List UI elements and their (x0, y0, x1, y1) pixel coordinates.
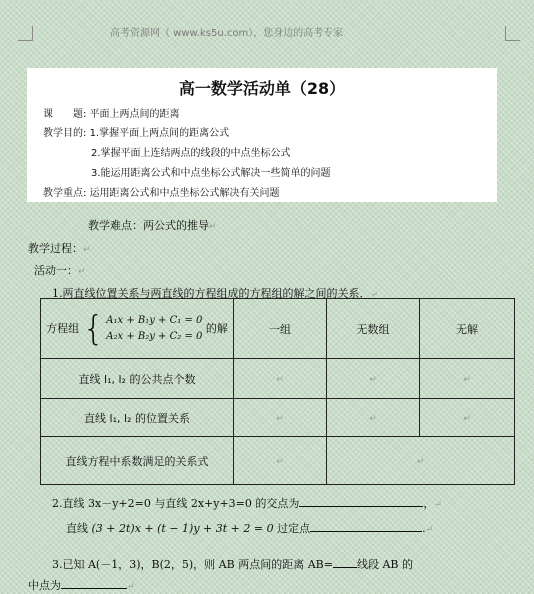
table-header-system: 方程组 { A₁x + B₁y + C₁ = 0 A₂x + B₂y + C₂ = 0 的解 (41, 299, 234, 359)
equation-2: A₂x + B₂y + C₂ = 0 (106, 330, 203, 342)
table-header-infinite-solutions: 无数组 (327, 299, 420, 359)
header-line-topic: 课 题: 平面上两点间的距离 (43, 109, 180, 120)
table-row-coefficient-relation: 直线方程中系数满足的关系式 (41, 437, 234, 485)
table-cell[interactable]: ↵ (327, 399, 420, 437)
table-cell[interactable]: ↵ (420, 359, 515, 399)
table-cell[interactable]: ↵ (234, 437, 327, 485)
table-row-position-relation: 直线 l₁, l₂ 的位置关系 (41, 399, 234, 437)
question-3b: 中点为 ↵ (28, 579, 135, 592)
question-3a: 3.已知 A(－1，3)，B(2，5)，则 AB 两点间的距离 AB= 线段 AB 的 (52, 558, 413, 571)
table-cell-merged[interactable]: ↵ (327, 437, 515, 485)
question-2a: 2.直线 3x－y+2=0 与直线 2x+y+3=0 的交点为 ，↵ (52, 497, 442, 510)
header-line-goal-2: 2.掌握平面上连结两点的线段的中点坐标公式 (91, 148, 291, 159)
header-card (27, 68, 497, 202)
teaching-difficulty: 教学难点：两公式的推导↵ (88, 219, 217, 232)
equation-1: A₁x + B₁y + C₁ = 0 (106, 314, 203, 326)
table-cell[interactable]: ↵ (234, 359, 327, 399)
question-1: 1.两直线位置关系与两直线的方程组成的方程组的解之间的关系．↵ (52, 287, 379, 300)
header-line-goal-1: 教学目的: 1.掌握平面上两点间的距离公式 (43, 128, 230, 139)
answer-blank[interactable] (61, 577, 127, 589)
answer-blank[interactable] (310, 520, 422, 532)
table-row-common-points: 直线 l₁, l₂ 的公共点个数 (41, 359, 234, 399)
header-line-key-point: 教学重点: 运用距离公式和中点坐标公式解决有关问题 (43, 188, 280, 199)
activity-one: 活动一：↵ (34, 264, 86, 277)
teaching-process: 教学过程：↵ (28, 242, 91, 255)
answer-blank[interactable] (299, 495, 423, 507)
relation-table (40, 298, 515, 485)
crop-mark-left (18, 26, 33, 41)
question-2b: 直线 (3 + 2t)x + (t − 1)y + 3t + 2 = 0 过定点 .↵ (66, 522, 434, 535)
crop-mark-right (505, 26, 520, 41)
document-title: 高一数学活动单（28） (178, 79, 346, 98)
table-cell[interactable]: ↵ (234, 399, 327, 437)
answer-blank[interactable] (333, 556, 357, 568)
table-header-no-solution: 无解 (420, 299, 515, 359)
table-cell[interactable]: ↵ (420, 399, 515, 437)
header-line-goal-3: 3.能运用距离公式和中点坐标公式解决一些简单的问题 (91, 168, 331, 179)
table-cell[interactable]: ↵ (327, 359, 420, 399)
watermark-text: 高考资源网（ www.ks5u.com），您身边的高考专家 (110, 28, 344, 39)
table-header-one-solution: 一组 (234, 299, 327, 359)
